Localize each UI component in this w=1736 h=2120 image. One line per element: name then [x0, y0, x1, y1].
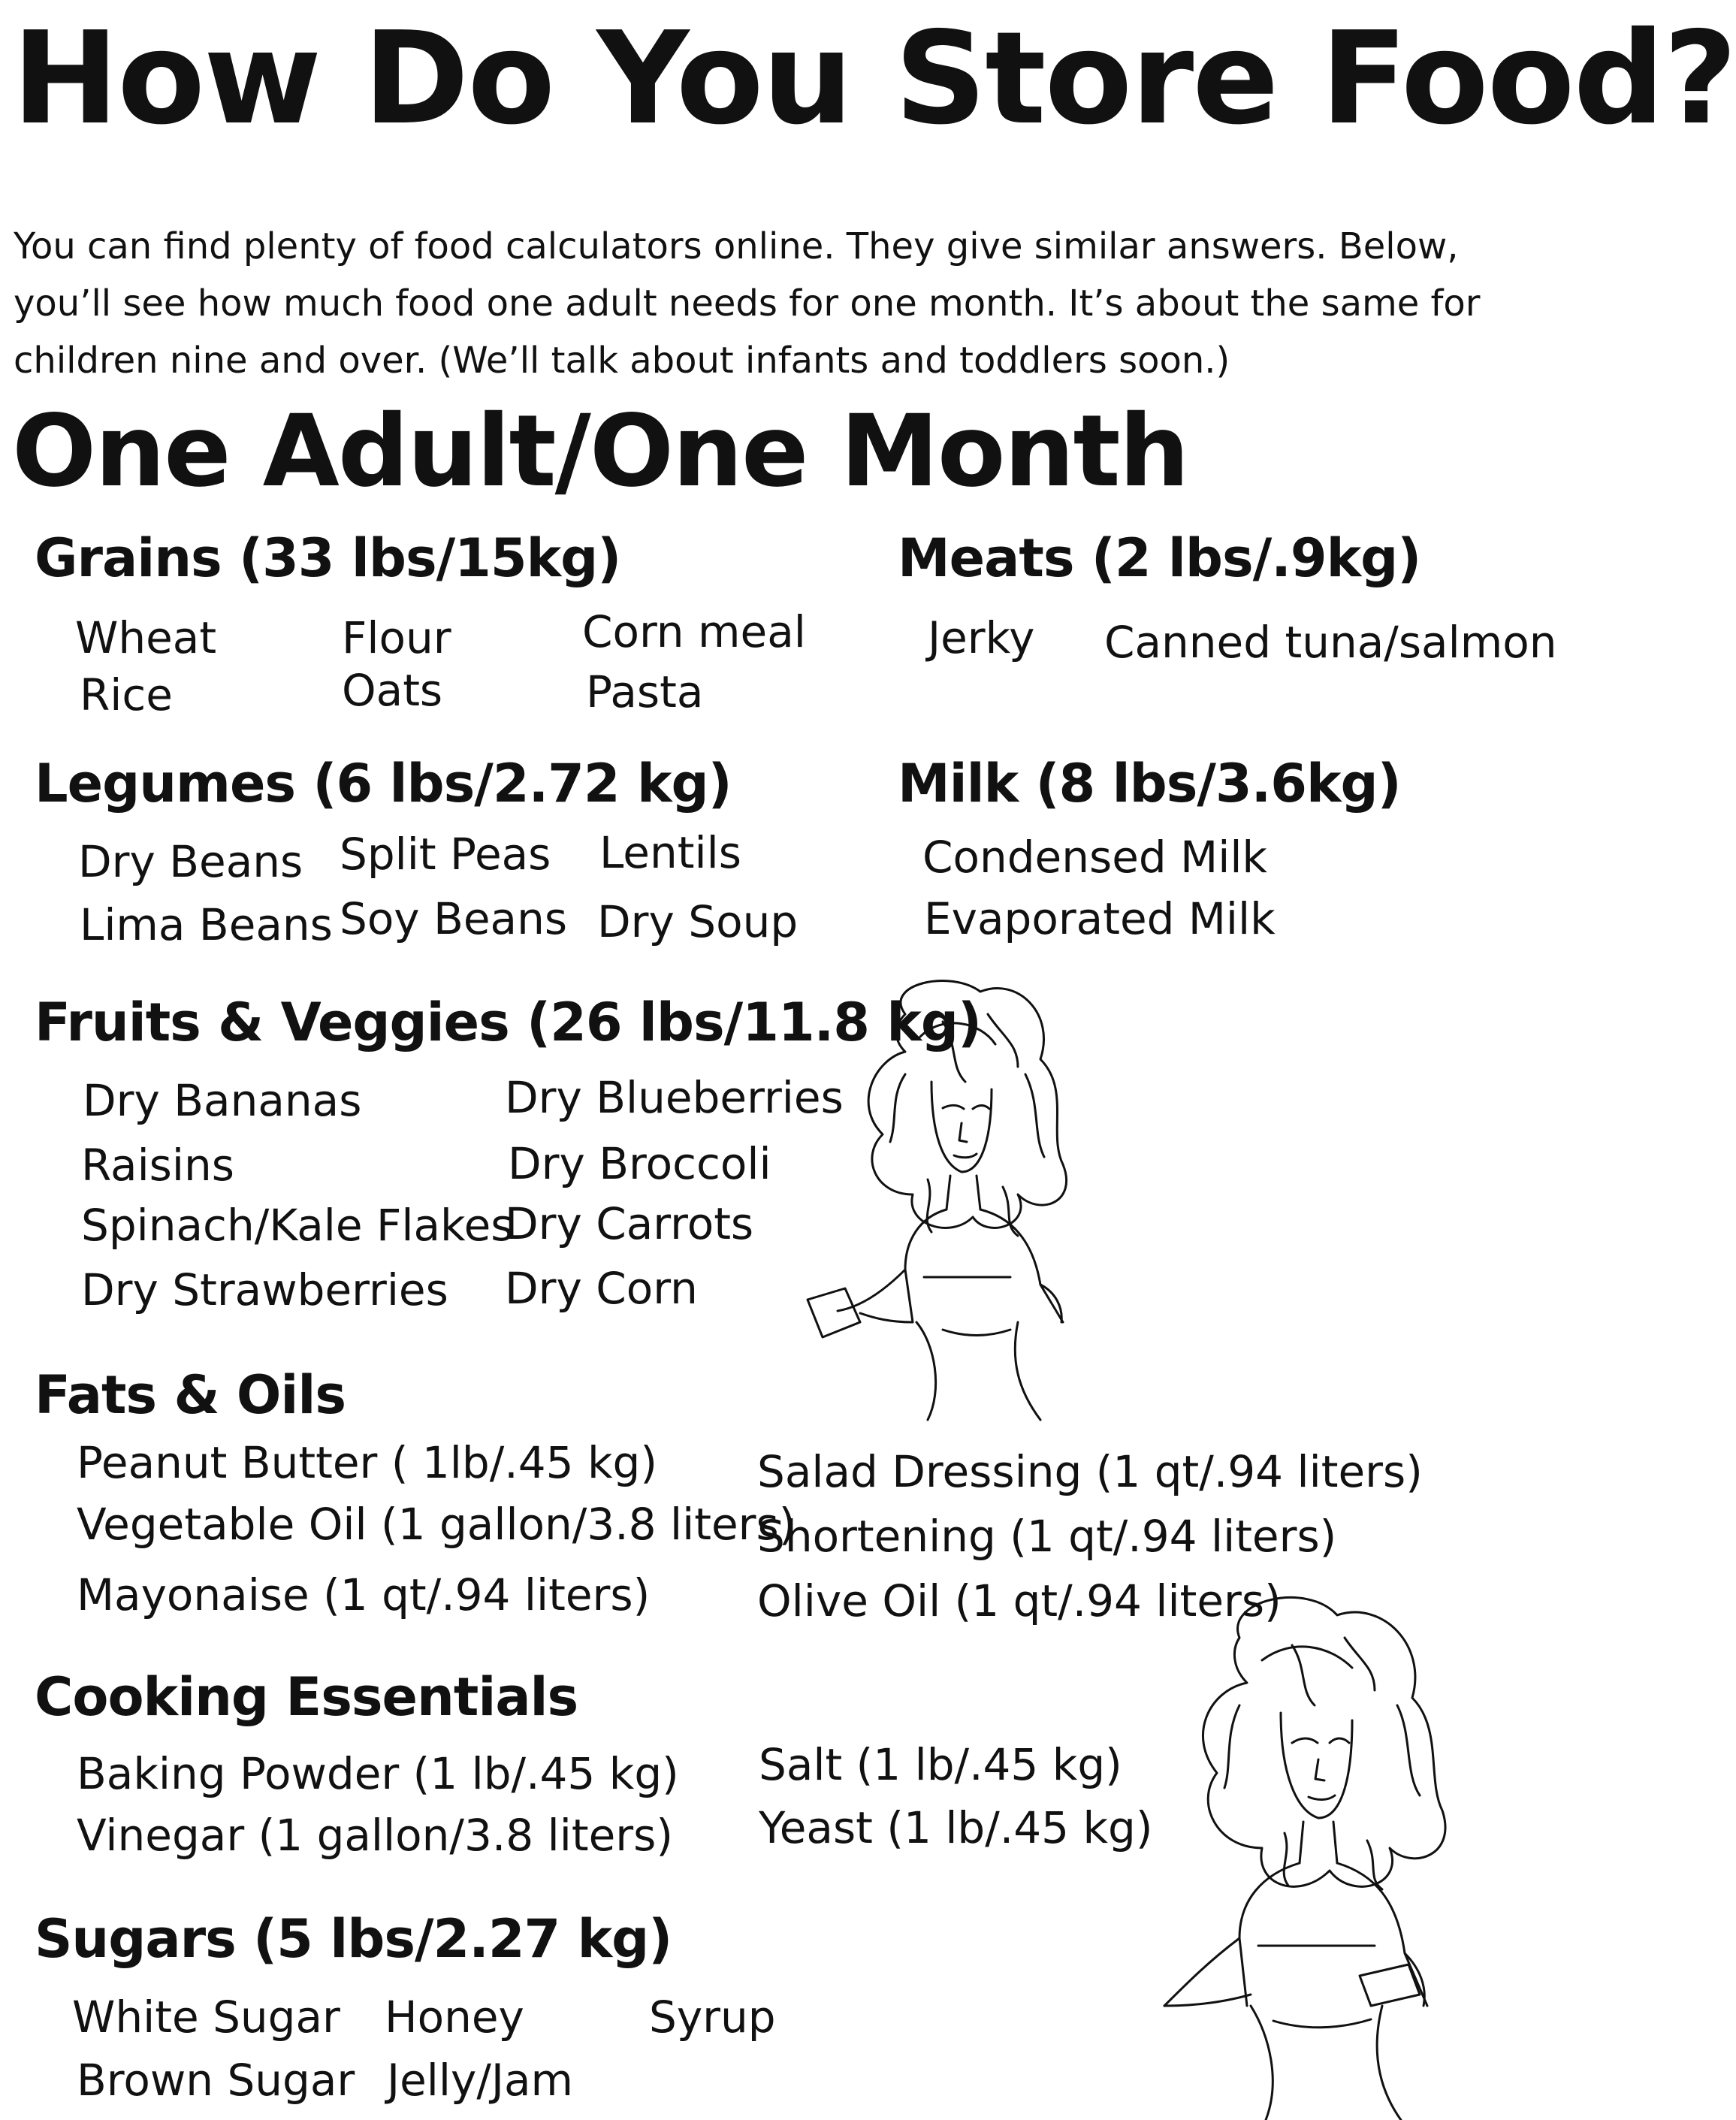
intro-paragraph: You can find plenty of food calculators online. They give similar answers. Below, you’ll see how much food one adult needs for one month. It’s about the same for children nine and over. (We’ll talk about infants and toddlers soon.) — [14, 225, 1481, 382]
fruits-item: Raisins — [81, 1140, 234, 1191]
fruits-heading: Fruits & Veggies (26 lbs/11.8 kg) — [35, 992, 981, 1053]
woman-with-phone-illustration — [793, 969, 1108, 1420]
legumes-item: Split Peas — [340, 829, 551, 880]
sugars-item: Brown Sugar — [77, 2055, 355, 2106]
fats-item: Shortening (1 qt/.94 liters) — [757, 1511, 1337, 1562]
sugars-item: Jelly/Jam — [387, 2055, 574, 2106]
milk-item: Evaporated Milk — [924, 893, 1276, 944]
sugars-item: Honey — [385, 1992, 524, 2043]
legumes-item: Dry Beans — [78, 836, 303, 887]
fats-item: Olive Oil (1 qt/.94 liters) — [757, 1575, 1282, 1626]
sugars-item: Syrup — [649, 1992, 776, 2043]
grains-item: Corn meal — [582, 606, 806, 657]
legumes-item: Lima Beans — [80, 899, 333, 950]
grains-item: Pasta — [586, 666, 704, 717]
section-subtitle: One Adult/One Month — [12, 394, 1188, 509]
grains-item: Oats — [342, 665, 443, 716]
fruits-item: Dry Bananas — [83, 1075, 362, 1126]
fruits-item: Dry Strawberries — [81, 1264, 448, 1315]
fruits-item: Spinach/Kale Flakes — [81, 1200, 514, 1251]
fruits-item: Dry Broccoli — [508, 1138, 771, 1189]
grains-item: Rice — [80, 669, 173, 720]
milk-heading: Milk (8 lbs/3.6kg) — [898, 753, 1401, 814]
meats-item: Jerky — [928, 612, 1035, 663]
sugars-item: White Sugar — [72, 1992, 340, 2043]
grains-item: Flour — [342, 612, 451, 663]
legumes-item: Soy Beans — [340, 893, 568, 944]
fats-item: Vegetable Oil (1 gallon/3.8 liters) — [77, 1499, 796, 1550]
page-title: How Do You Store Food? — [12, 5, 1736, 153]
milk-item: Condensed Milk — [922, 832, 1268, 883]
fats-item: Salad Dressing (1 qt/.94 liters) — [757, 1446, 1423, 1497]
legumes-item: Dry Soup — [597, 896, 799, 947]
meats-heading: Meats (2 lbs/.9kg) — [898, 527, 1421, 589]
grains-heading: Grains (33 lbs/15kg) — [35, 527, 621, 589]
grains-item: Wheat — [75, 612, 217, 663]
line-art-icon — [793, 969, 1108, 1420]
meats-item: Canned tuna/salmon — [1104, 617, 1557, 668]
line-art-icon — [1112, 1585, 1457, 2120]
fruits-item: Dry Carrots — [505, 1198, 754, 1249]
fats-item: Mayonaise (1 qt/.94 liters) — [77, 1569, 651, 1620]
cooking-item: Vinegar (1 gallon/3.8 liters) — [77, 1810, 673, 1861]
cooking-heading: Cooking Essentials — [35, 1666, 578, 1728]
cooking-item: Baking Powder (1 lb/.45 kg) — [77, 1748, 679, 1799]
woman-with-phone-illustration — [1112, 1585, 1457, 2120]
fats-item: Peanut Butter ( 1lb/.45 kg) — [77, 1437, 657, 1488]
cooking-item: Yeast (1 lb/.45 kg) — [759, 1802, 1153, 1853]
fruits-item: Dry Blueberries — [505, 1072, 844, 1123]
fats-heading: Fats & Oils — [35, 1364, 346, 1426]
legumes-item: Lentils — [599, 827, 741, 878]
cooking-item: Salt (1 lb/.45 kg) — [759, 1739, 1122, 1790]
legumes-heading: Legumes (6 lbs/2.72 kg) — [35, 753, 732, 814]
sugars-heading: Sugars (5 lbs/2.27 kg) — [35, 1908, 672, 1970]
fruits-item: Dry Corn — [505, 1263, 698, 1314]
